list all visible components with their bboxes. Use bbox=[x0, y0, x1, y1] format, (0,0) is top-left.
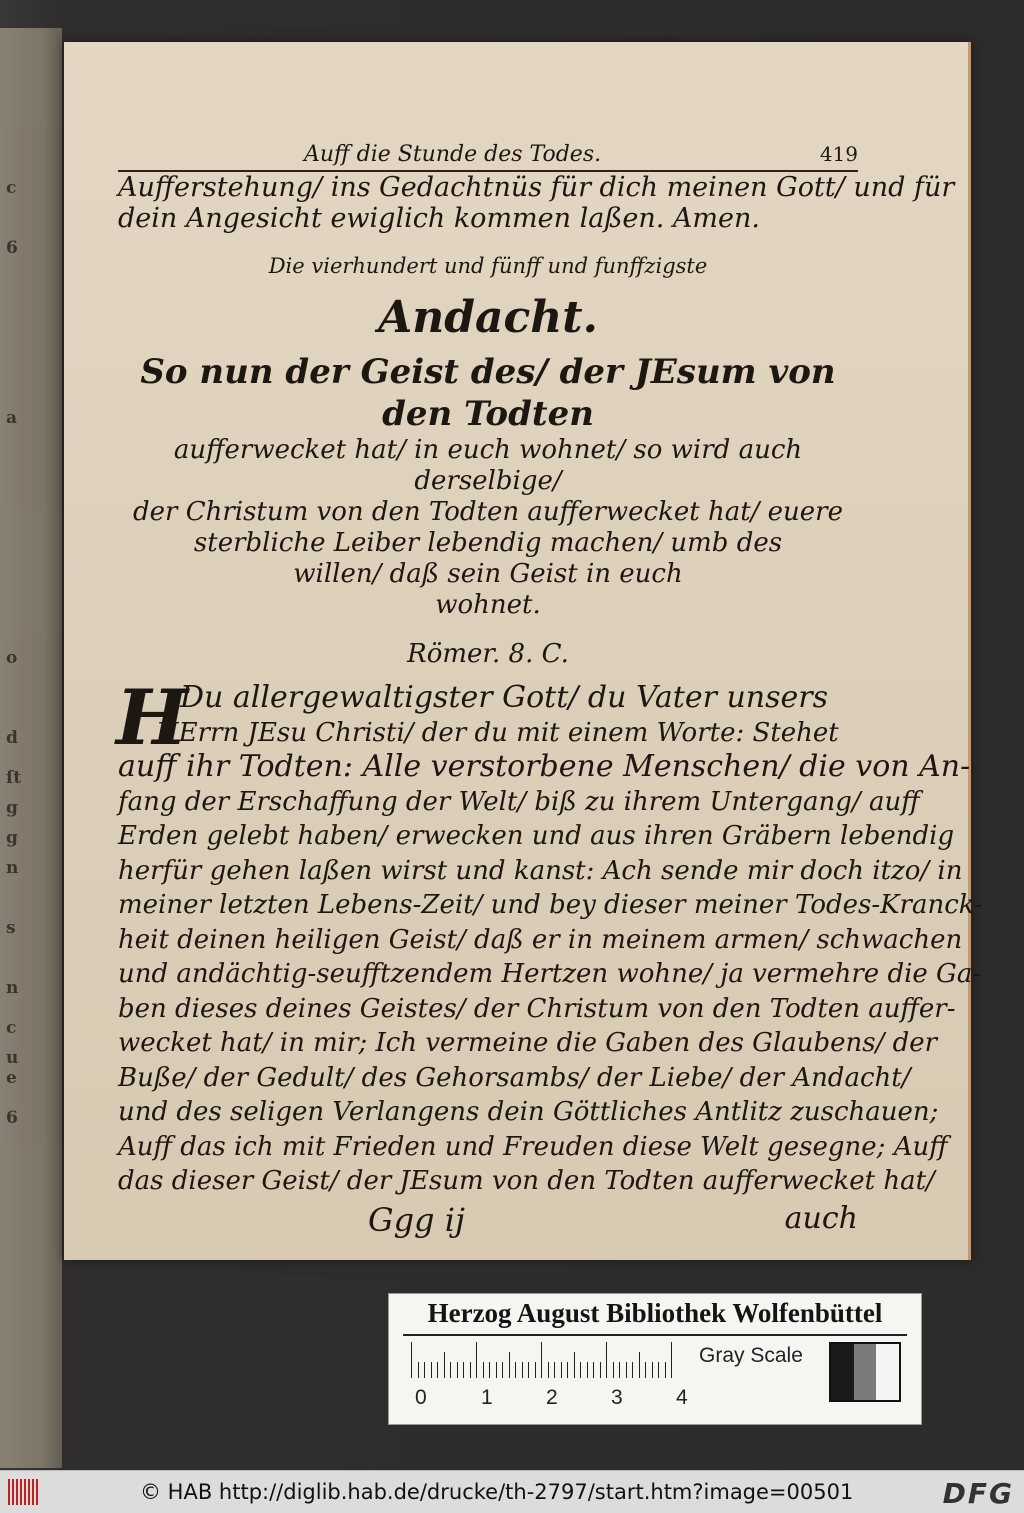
ruler-number: 0 bbox=[415, 1386, 427, 1409]
section-heading: Andacht. bbox=[378, 292, 598, 343]
library-name: Herzog August Bibliothek Wolfenbüttel bbox=[427, 1298, 883, 1328]
ruler-tick bbox=[470, 1362, 471, 1378]
bible-verse bbox=[118, 351, 858, 621]
left-page-fragment: n bbox=[6, 978, 19, 998]
ruler-tick bbox=[587, 1362, 588, 1378]
page-number: 419 bbox=[819, 142, 858, 166]
ruler-tick bbox=[652, 1362, 653, 1378]
ruler-number: 3 bbox=[611, 1386, 623, 1409]
intro-line: dein Angesicht ewiglich kommen laßen. Amen. bbox=[118, 203, 760, 234]
ruler-tick bbox=[483, 1362, 484, 1378]
ruler-tick bbox=[522, 1362, 523, 1378]
left-page-fragment: a bbox=[6, 408, 18, 428]
ruler-tick bbox=[431, 1362, 432, 1378]
ruler-tick bbox=[626, 1362, 627, 1378]
ruler-tick bbox=[554, 1362, 555, 1378]
copyright-link[interactable]: © HAB http://diglib.hab.de/drucke/th-2797/start.htm?image=00501 bbox=[140, 1480, 854, 1504]
prayer-line: und des seligen Verlangens dein Göttliches Antlitz zuschauen; bbox=[118, 1097, 939, 1127]
ruler-tick bbox=[671, 1342, 672, 1378]
prayer-line: und andächtig-seufftzendem Hertzen wohne/ ja vermehre die Ga- bbox=[118, 959, 982, 989]
ruler-tick bbox=[632, 1362, 633, 1378]
ruler-tick bbox=[658, 1362, 659, 1378]
left-page-fragment: d bbox=[6, 728, 18, 748]
ruler-tick bbox=[502, 1362, 503, 1378]
ruler-tick bbox=[574, 1352, 575, 1378]
ruler-tick bbox=[515, 1362, 516, 1378]
left-facing-page bbox=[0, 28, 62, 1468]
gray-scale-swatches bbox=[829, 1342, 901, 1402]
left-page-fragment: 6 bbox=[6, 1108, 18, 1128]
ruler-tick bbox=[489, 1362, 490, 1378]
intro-line: Aufferstehung/ ins Gedachtnüs für dich meinen Gott/ und für bbox=[118, 172, 955, 203]
ruler-tick bbox=[457, 1362, 458, 1378]
verse-line: wohnet. bbox=[435, 590, 541, 620]
verse-line: So nun der Geist des/ der JEsum von den Todten bbox=[140, 352, 836, 434]
verse-reference: Römer. 8. C. bbox=[407, 639, 569, 669]
footer-bar bbox=[0, 1470, 1024, 1513]
page-foot bbox=[118, 1201, 858, 1241]
color-scale-card bbox=[388, 1293, 922, 1425]
ruler-tick bbox=[528, 1362, 529, 1378]
left-page-fragment: u bbox=[6, 1048, 19, 1068]
ruler-tick bbox=[567, 1362, 568, 1378]
ruler-tick bbox=[580, 1362, 581, 1378]
prayer-line: HErrn JEsu Christi/ der du mit einem Worte: Stehet bbox=[156, 717, 839, 748]
verse-line: sterbliche Leiber lebendig machen/ umb des bbox=[193, 528, 783, 558]
gray-swatch-dark bbox=[831, 1344, 854, 1400]
prayer-line: heit deinen heiligen Geist/ daß er in meinem armen/ schwachen bbox=[118, 924, 963, 955]
running-title: Auff die Stunde des Todes. bbox=[304, 142, 602, 167]
ruler-tick bbox=[606, 1342, 607, 1378]
left-page-fragment: ſt bbox=[6, 768, 22, 788]
prayer-line: Erden gelebt haben/ erwecken und aus ihren Gräbern lebendig bbox=[118, 821, 955, 851]
left-page-fragment: g bbox=[6, 798, 18, 818]
ruler-tick bbox=[665, 1362, 666, 1378]
prayer-text bbox=[116, 673, 983, 1199]
running-head bbox=[118, 140, 858, 172]
ruler-tick bbox=[639, 1352, 640, 1378]
prayer-line: ben dieses deines Geistes/ der Christum von den Todten auffer- bbox=[118, 993, 956, 1024]
left-page-fragment: e bbox=[6, 1068, 17, 1088]
left-page-fragment: g bbox=[6, 828, 18, 848]
ruler-tick bbox=[593, 1362, 594, 1378]
left-page-fragment: n bbox=[6, 858, 19, 878]
ruler-number: 1 bbox=[481, 1386, 493, 1409]
left-page-fragment: 6 bbox=[6, 238, 18, 258]
gray-swatch-light bbox=[876, 1344, 899, 1400]
prayer-line: meiner letzten Lebens-Zeit/ und bey dieser meiner Todes-Kranck- bbox=[118, 890, 983, 920]
ruler-tick bbox=[463, 1362, 464, 1378]
ruler-tick bbox=[600, 1362, 601, 1378]
verse-line: der Christum von den Todten aufferwecket hat/ euere bbox=[132, 497, 843, 527]
left-page-fragment: s bbox=[6, 918, 16, 938]
ruler-tick bbox=[411, 1342, 412, 1378]
ruler-tick bbox=[613, 1362, 614, 1378]
dfg-logo: DFG bbox=[942, 1477, 1014, 1510]
prayer-line: fang der Erschaffung der Welt/ biß zu ihrem Untergang/ auff bbox=[118, 786, 920, 817]
left-page-fragment: c bbox=[6, 178, 17, 198]
prayer-line: Buße/ der Gedult/ des Gehorsambs/ der Liebe/ der Andacht/ bbox=[118, 1062, 911, 1093]
ruler-tick bbox=[424, 1362, 425, 1378]
prayer-line: Auff das ich mit Frieden und Freuden diese Welt gesegne; Auff bbox=[118, 1131, 948, 1162]
ruler-tick bbox=[509, 1352, 510, 1378]
left-page-fragment: c bbox=[6, 1018, 17, 1038]
gray-swatch-mid bbox=[854, 1344, 877, 1400]
ruler-tick bbox=[548, 1362, 549, 1378]
ruler-tick bbox=[619, 1362, 620, 1378]
prayer-line: das dieser Geist/ der JEsum von den Todten aufferwecket hat/ bbox=[118, 1166, 935, 1196]
ruler-tick bbox=[444, 1352, 445, 1378]
ruler-number: 2 bbox=[546, 1386, 558, 1409]
verse-line: willen/ daß sein Geist in euch bbox=[293, 559, 683, 589]
catchword: auch bbox=[784, 1200, 858, 1236]
ruler-tick bbox=[496, 1362, 497, 1378]
prayer-line: herfür gehen laßen wirst und kanst: Ach sende mir doch itzo/ in bbox=[118, 855, 963, 886]
card-divider bbox=[403, 1334, 907, 1336]
measurement-ruler bbox=[411, 1342, 681, 1378]
left-page-fragment: o bbox=[6, 648, 18, 668]
prayer-line: Du allergewaltigster Gott/ du Vater unsers bbox=[180, 680, 828, 715]
ruler-tick bbox=[418, 1362, 419, 1378]
verse-line: aufferwecket hat/ in euch wohnet/ so wird auch derselbige/ bbox=[173, 435, 803, 496]
gray-scale-label: Gray Scale bbox=[699, 1344, 803, 1367]
ruler-tick bbox=[476, 1342, 477, 1378]
signature-mark: Ggg ij bbox=[368, 1200, 465, 1239]
ruler-tick bbox=[535, 1362, 536, 1378]
drop-cap: H bbox=[116, 673, 188, 762]
page-text-block bbox=[116, 140, 983, 1241]
ruler-tick bbox=[561, 1362, 562, 1378]
ruler-tick bbox=[450, 1362, 451, 1378]
ruler-tick bbox=[645, 1362, 646, 1378]
ruler-number: 4 bbox=[676, 1386, 688, 1409]
book-page bbox=[64, 42, 983, 1260]
prayer-line: auff ihr Todten: Alle verstorbene Menschen/ die von An- bbox=[118, 749, 971, 784]
ruler-tick bbox=[437, 1362, 438, 1378]
prayer-line: wecket hat/ in mir; Ich vermeine die Gaben des Glaubens/ der bbox=[118, 1028, 938, 1058]
barcode-icon bbox=[8, 1479, 40, 1505]
ruler-tick bbox=[541, 1342, 542, 1378]
sub-heading: Die vierhundert und fünff und funffzigste bbox=[268, 254, 708, 278]
